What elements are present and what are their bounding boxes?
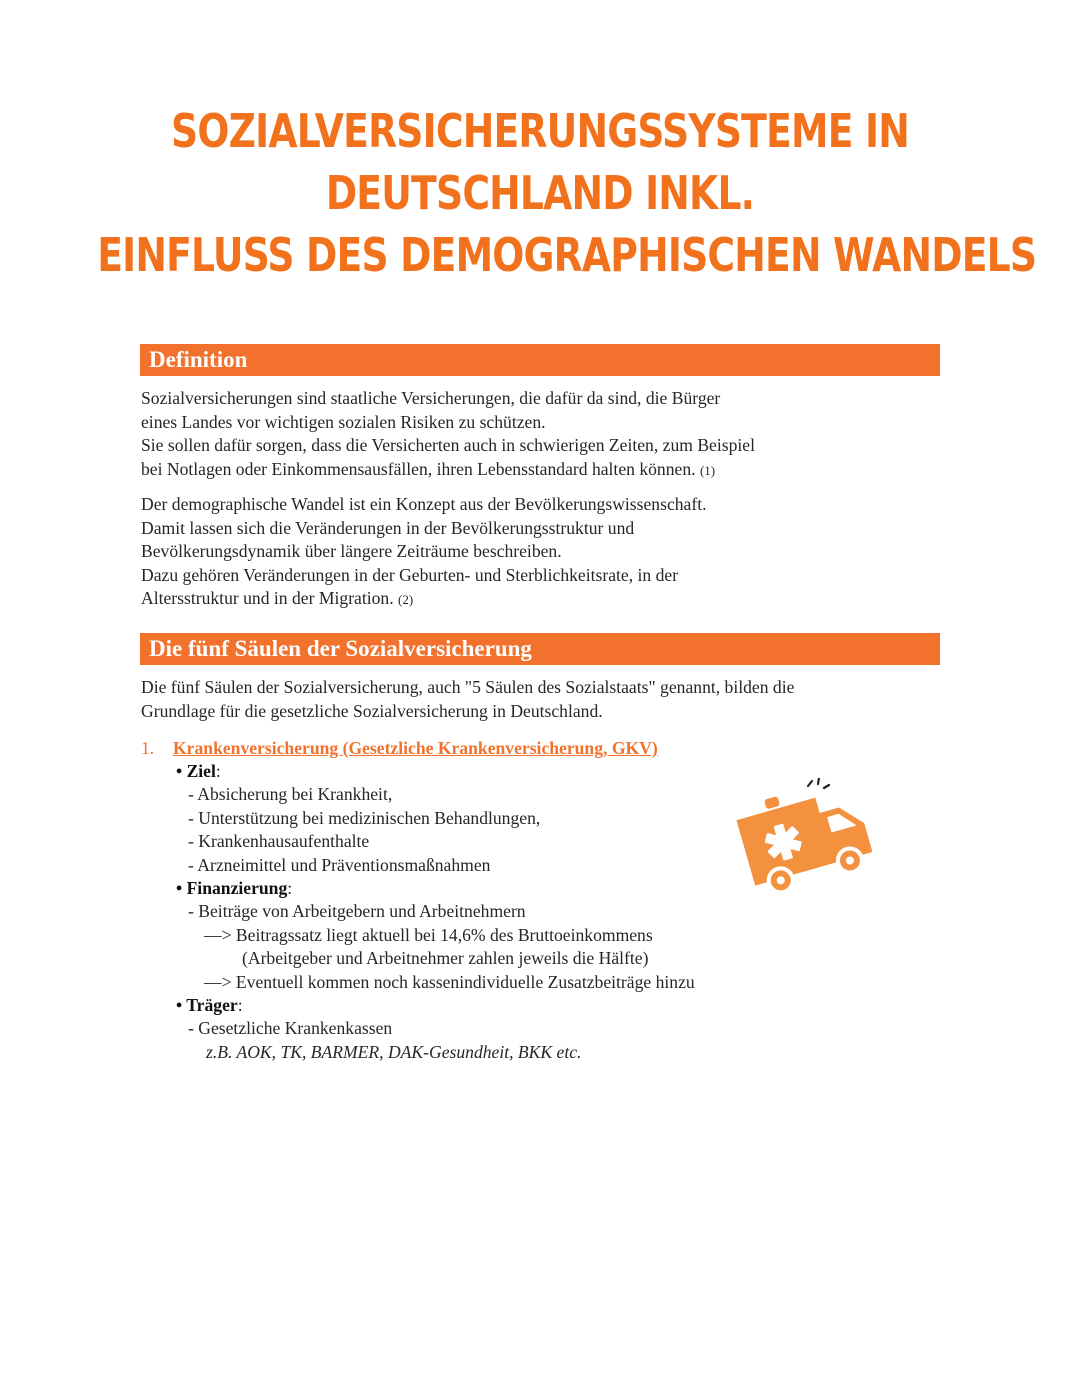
financing-note: —> Eventuell kommen noch kassenindividuelle Zusatzbeiträge hinzu: [204, 971, 695, 992]
text-line-with-ref: [141, 587, 941, 612]
definition-paragraph-1: [141, 387, 941, 482]
financing-label: Finanzierung: [186, 878, 288, 899]
carrier-heading: • Träger:: [176, 995, 243, 1016]
footnote-ref: (2): [398, 592, 414, 607]
text-line-with-ref: [141, 458, 941, 483]
text-line: Bevölkerungsdynamik über längere Zeiträume beschreiben.: [141, 541, 562, 561]
goal-item: - Absicherung bei Krankheit,: [188, 784, 393, 805]
goal-item: - Arzneimittel und Präventionsmaßnahmen: [188, 854, 491, 875]
page-title: [97, 100, 1037, 286]
financing-note: —> Beitragssatz liegt aktuell bei 14,6% des Bruttoeinkommens: [204, 924, 653, 945]
title-line-2: DEUTSCHLAND INKL.: [325, 166, 755, 220]
list-number: 1.: [141, 738, 155, 758]
title-line-1: SOZIALVERSICHERUNGSSYSTEME IN: [171, 104, 909, 158]
carrier-item: - Gesetzliche Krankenkassen: [188, 1018, 393, 1039]
section-heading-definition: Definition: [140, 344, 940, 376]
text-line: Damit lassen sich die Veränderungen in der Bevölkerungsstruktur und: [141, 517, 635, 538]
text-line: Altersstruktur und in der Migration.: [141, 588, 394, 608]
text-line: Sozialversicherungen sind staatliche Versicherungen, die dafür da sind, die Bürger: [141, 388, 721, 408]
text-line: bei Notlagen oder Einkommensausfällen, ihren Lebensstandard halten können.: [141, 458, 696, 479]
financing-item: - Beiträge von Arbeitgebern und Arbeitnehmern: [188, 901, 526, 922]
siren-shape: [764, 796, 780, 809]
pillars-intro: [141, 676, 941, 723]
list-item-krankenversicherung: [141, 736, 658, 760]
definition-paragraph-2: [141, 493, 941, 612]
goal-item: - Unterstützung bei medizinischen Behandlungen,: [188, 807, 541, 828]
text-line: Grundlage für die gesetzliche Sozialversicherung in Deutschland.: [141, 700, 603, 721]
krankenversicherung-link[interactable]: Krankenversicherung (Gesetzliche Krankenversicherung, GKV): [173, 738, 658, 758]
ambulance-icon: [730, 778, 880, 893]
financing-heading: • Finanzierung:: [176, 878, 293, 899]
footnote-ref: (1): [699, 462, 716, 478]
carrier-examples: z.B. AOK, TK, BARMER, DAK-Gesundheit, BKK etc.: [206, 1041, 582, 1062]
text-line: Der demographische Wandel ist ein Konzept aus der Bevölkerungswissenschaft.: [141, 494, 707, 514]
title-line-3: EINFLUSS DES DEMOGRAPHISCHEN WANDELS: [97, 228, 1037, 282]
text-line: Die fünf Säulen der Sozialversicherung, auch "5 Säulen des Sozialstaats" genannt, bilden die: [141, 677, 795, 697]
goal-label: Ziel: [186, 761, 216, 781]
goal-item: - Krankenhausaufenthalte: [188, 831, 370, 852]
section-heading-pillars: Die fünf Säulen der Sozialversicherung: [140, 633, 940, 665]
text-line: Dazu gehören Veränderungen in der Geburten- und Sterblichkeitsrate, in der: [141, 564, 679, 585]
goal-heading: • Ziel:: [176, 761, 221, 781]
text-line: Sie sollen dafür sorgen, dass die Versicherten auch in schwierigen Zeiten, zum Beispiel: [141, 435, 755, 455]
carrier-label: Träger: [186, 995, 238, 1016]
siren-rays: [808, 778, 829, 788]
text-line: eines Landes vor wichtigen sozialen Risiken zu schützen.: [141, 411, 546, 432]
krankenversicherung-details: [176, 760, 695, 1064]
financing-note: (Arbeitgeber und Arbeitnehmer zahlen jeweils die Hälfte): [242, 948, 649, 969]
